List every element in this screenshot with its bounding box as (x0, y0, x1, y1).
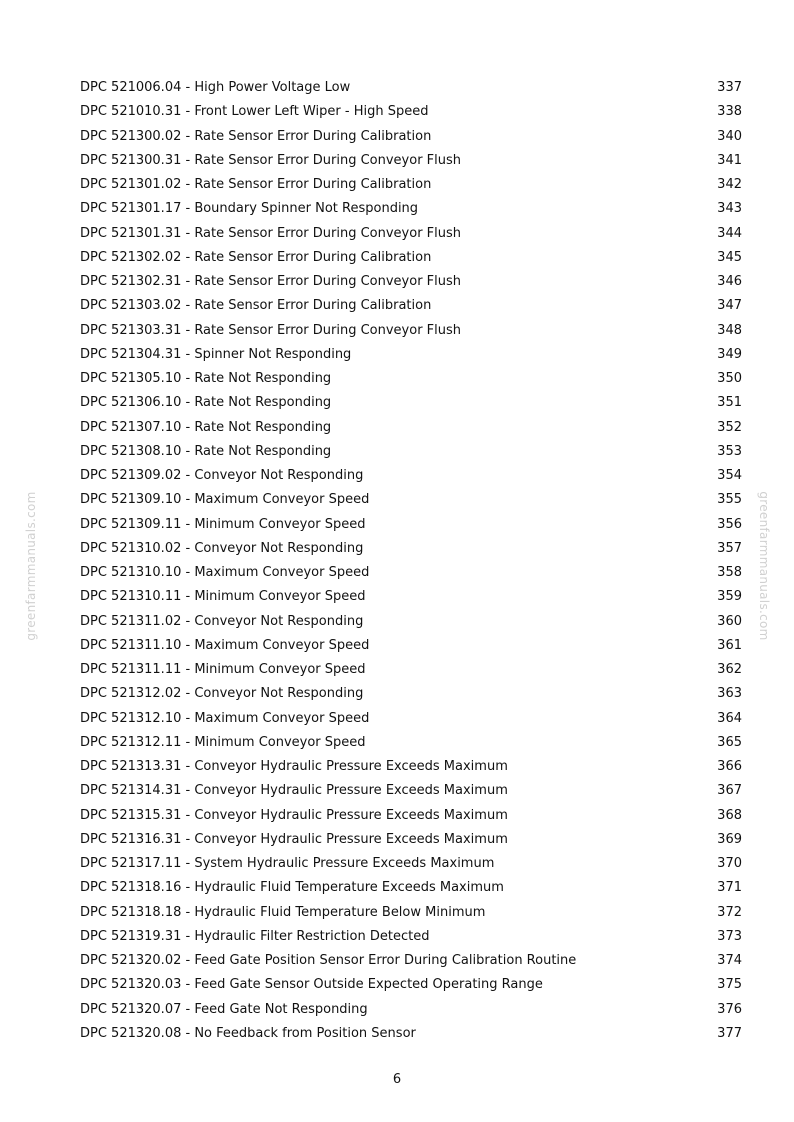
toc-entry[interactable] (80, 925, 742, 949)
toc-entry-page: 370 (717, 856, 742, 871)
toc-entry[interactable] (80, 76, 742, 100)
toc-entry-title: DPC 521303.31 - Rate Sensor Error During Conveyor Flush (80, 322, 462, 338)
toc-entry-page: 337 (717, 80, 742, 95)
toc-entry-page: 350 (717, 371, 742, 386)
toc-entry-page: 356 (717, 516, 742, 532)
toc-entry[interactable] (80, 561, 742, 585)
toc-entry-page: 366 (717, 759, 742, 774)
toc-entry[interactable] (80, 246, 742, 270)
toc-entry-page: 353 (717, 443, 742, 459)
toc-entry-page: 360 (717, 613, 742, 629)
toc-entry[interactable] (80, 173, 742, 197)
toc-entry[interactable] (80, 973, 742, 997)
toc-entry[interactable] (80, 294, 742, 318)
toc-entry[interactable] (80, 779, 742, 803)
toc-entry-title: DPC 521317.11 - System Hydraulic Pressure Exceeds Maximum (80, 856, 495, 871)
toc-entry[interactable] (80, 707, 742, 731)
toc-entry-page: 338 (717, 104, 742, 120)
toc-entry-title: DPC 521310.02 - Conveyor Not Responding (80, 540, 364, 556)
toc-entry[interactable] (80, 416, 742, 440)
toc-entry-title: DPC 521318.16 - Hydraulic Fluid Temperature Exceeds Maximum (80, 880, 504, 896)
toc-entry-page: 346 (717, 274, 742, 289)
toc-entry-page: 341 (717, 152, 742, 168)
toc-entry-title: DPC 521319.31 - Hydraulic Filter Restriction Detected (80, 928, 430, 944)
toc-entry-title: DPC 521309.10 - Maximum Conveyor Speed (80, 492, 370, 508)
toc-entry-page: 342 (717, 177, 742, 192)
toc-entry[interactable] (80, 901, 742, 925)
watermark-left: greenfarmmanuals.com (24, 491, 38, 641)
toc-entry-page: 348 (717, 322, 742, 338)
toc-entry-page: 344 (717, 225, 742, 241)
toc-entry[interactable] (80, 610, 742, 634)
toc-entry-page: 374 (717, 953, 742, 968)
toc-entry-title: DPC 521306.10 - Rate Not Responding (80, 395, 332, 411)
toc-entry-page: 367 (717, 783, 742, 799)
toc-entry-page: 377 (717, 1025, 742, 1041)
toc-entry-page: 357 (717, 540, 742, 556)
toc-entry-title: DPC 521318.18 - Hydraulic Fluid Temperature Below Minimum (80, 904, 486, 920)
toc-entry[interactable] (80, 998, 742, 1022)
toc-entry-page: 368 (717, 807, 742, 823)
toc-entry[interactable] (80, 464, 742, 488)
toc-entry-page: 363 (717, 686, 742, 702)
toc-entry-page: 371 (717, 880, 742, 896)
watermark-right: greenfarmmanuals.com (757, 491, 771, 641)
toc-entry-page: 354 (717, 468, 742, 483)
toc-entry-page: 361 (717, 637, 742, 653)
toc-entry-title: DPC 521301.02 - Rate Sensor Error During Calibration (80, 177, 432, 192)
toc-entry-title: DPC 521320.03 - Feed Gate Sensor Outside Expected Operating Range (80, 977, 543, 993)
toc-entry[interactable] (80, 319, 742, 343)
toc-entry-title: DPC 521309.11 - Minimum Conveyor Speed (80, 516, 366, 532)
toc-entry-page: 365 (717, 734, 742, 750)
toc-entry-title: DPC 521300.31 - Rate Sensor Error During Conveyor Flush (80, 152, 462, 168)
toc-entry-page: 369 (717, 831, 742, 847)
table-of-contents (80, 76, 742, 1046)
toc-entry-title: DPC 521311.10 - Maximum Conveyor Speed (80, 637, 370, 653)
toc-entry[interactable] (80, 488, 742, 512)
toc-entry-title: DPC 521300.02 - Rate Sensor Error During Calibration (80, 128, 432, 144)
toc-entry[interactable] (80, 270, 742, 294)
toc-entry[interactable] (80, 852, 742, 876)
toc-entry-title: DPC 521301.31 - Rate Sensor Error During Conveyor Flush (80, 225, 462, 241)
toc-entry[interactable] (80, 658, 742, 682)
toc-entry[interactable] (80, 343, 742, 367)
toc-entry-page: 345 (717, 249, 742, 265)
toc-entry-title: DPC 521302.02 - Rate Sensor Error During Calibration (80, 249, 432, 265)
toc-entry-page: 347 (717, 298, 742, 314)
toc-entry-title: DPC 521311.11 - Minimum Conveyor Speed (80, 662, 366, 677)
toc-entry[interactable] (80, 682, 742, 706)
toc-entry[interactable] (80, 391, 742, 415)
toc-entry[interactable] (80, 949, 742, 973)
toc-entry-title: DPC 521320.07 - Feed Gate Not Responding (80, 1001, 368, 1017)
toc-entry-title: DPC 521302.31 - Rate Sensor Error During Conveyor Flush (80, 274, 462, 289)
toc-entry-page: 351 (717, 395, 742, 411)
toc-entry-page: 349 (717, 346, 742, 362)
toc-entry[interactable] (80, 440, 742, 464)
toc-entry-page: 359 (717, 589, 742, 605)
toc-entry-page: 373 (717, 928, 742, 944)
toc-entry[interactable] (80, 755, 742, 779)
toc-entry[interactable] (80, 585, 742, 609)
toc-entry-page: 352 (717, 419, 742, 435)
toc-entry-page: 340 (717, 128, 742, 144)
toc-entry-title: DPC 521311.02 - Conveyor Not Responding (80, 613, 364, 629)
toc-entry-title: DPC 521010.31 - Front Lower Left Wiper - High Speed (80, 104, 429, 120)
toc-entry-title: DPC 521006.04 - High Power Voltage Low (80, 80, 351, 95)
toc-entry[interactable] (80, 634, 742, 658)
toc-entry[interactable] (80, 149, 742, 173)
toc-entry-title: DPC 521313.31 - Conveyor Hydraulic Pressure Exceeds Maximum (80, 759, 508, 774)
toc-entry[interactable] (80, 804, 742, 828)
toc-entry-title: DPC 521314.31 - Conveyor Hydraulic Pressure Exceeds Maximum (80, 783, 508, 799)
toc-entry-title: DPC 521308.10 - Rate Not Responding (80, 443, 332, 459)
toc-entry[interactable] (80, 1022, 742, 1046)
toc-entry-title: DPC 521303.02 - Rate Sensor Error During Calibration (80, 298, 432, 314)
toc-entry-title: DPC 521312.10 - Maximum Conveyor Speed (80, 710, 370, 726)
toc-entry[interactable] (80, 876, 742, 900)
page-number: 6 (392, 1072, 402, 1087)
toc-entry-title: DPC 521304.31 - Spinner Not Responding (80, 346, 352, 362)
toc-entry-page: 358 (717, 565, 742, 580)
toc-entry-page: 364 (717, 710, 742, 726)
toc-entry[interactable] (80, 125, 742, 149)
toc-entry-title: DPC 521320.02 - Feed Gate Position Sensor Error During Calibration Routine (80, 953, 577, 968)
toc-entry-title: DPC 521310.11 - Minimum Conveyor Speed (80, 589, 366, 605)
toc-entry-page: 343 (717, 201, 742, 217)
toc-entry-title: DPC 521315.31 - Conveyor Hydraulic Pressure Exceeds Maximum (80, 807, 508, 823)
toc-entry-title: DPC 521305.10 - Rate Not Responding (80, 371, 332, 386)
toc-entry-title: DPC 521312.02 - Conveyor Not Responding (80, 686, 364, 702)
toc-entry-title: DPC 521316.31 - Conveyor Hydraulic Pressure Exceeds Maximum (80, 831, 508, 847)
toc-entry[interactable] (80, 100, 742, 124)
toc-entry[interactable] (80, 367, 742, 391)
toc-entry-page: 376 (717, 1001, 742, 1017)
toc-entry-title: DPC 521312.11 - Minimum Conveyor Speed (80, 734, 366, 750)
toc-entry-title: DPC 521307.10 - Rate Not Responding (80, 419, 332, 435)
toc-entry-page: 355 (717, 492, 742, 508)
toc-entry[interactable] (80, 513, 742, 537)
toc-entry-page: 362 (717, 662, 742, 677)
toc-entry[interactable] (80, 222, 742, 246)
toc-entry[interactable] (80, 537, 742, 561)
toc-entry[interactable] (80, 731, 742, 755)
toc-entry-title: DPC 521310.10 - Maximum Conveyor Speed (80, 565, 370, 580)
toc-entry[interactable] (80, 828, 742, 852)
toc-entry-page: 372 (717, 904, 742, 920)
toc-entry-title: DPC 521320.08 - No Feedback from Position Sensor (80, 1025, 416, 1041)
toc-entry-page: 375 (717, 977, 742, 993)
toc-entry[interactable] (80, 197, 742, 221)
toc-entry-title: DPC 521309.02 - Conveyor Not Responding (80, 468, 364, 483)
toc-entry-title: DPC 521301.17 - Boundary Spinner Not Responding (80, 201, 419, 217)
